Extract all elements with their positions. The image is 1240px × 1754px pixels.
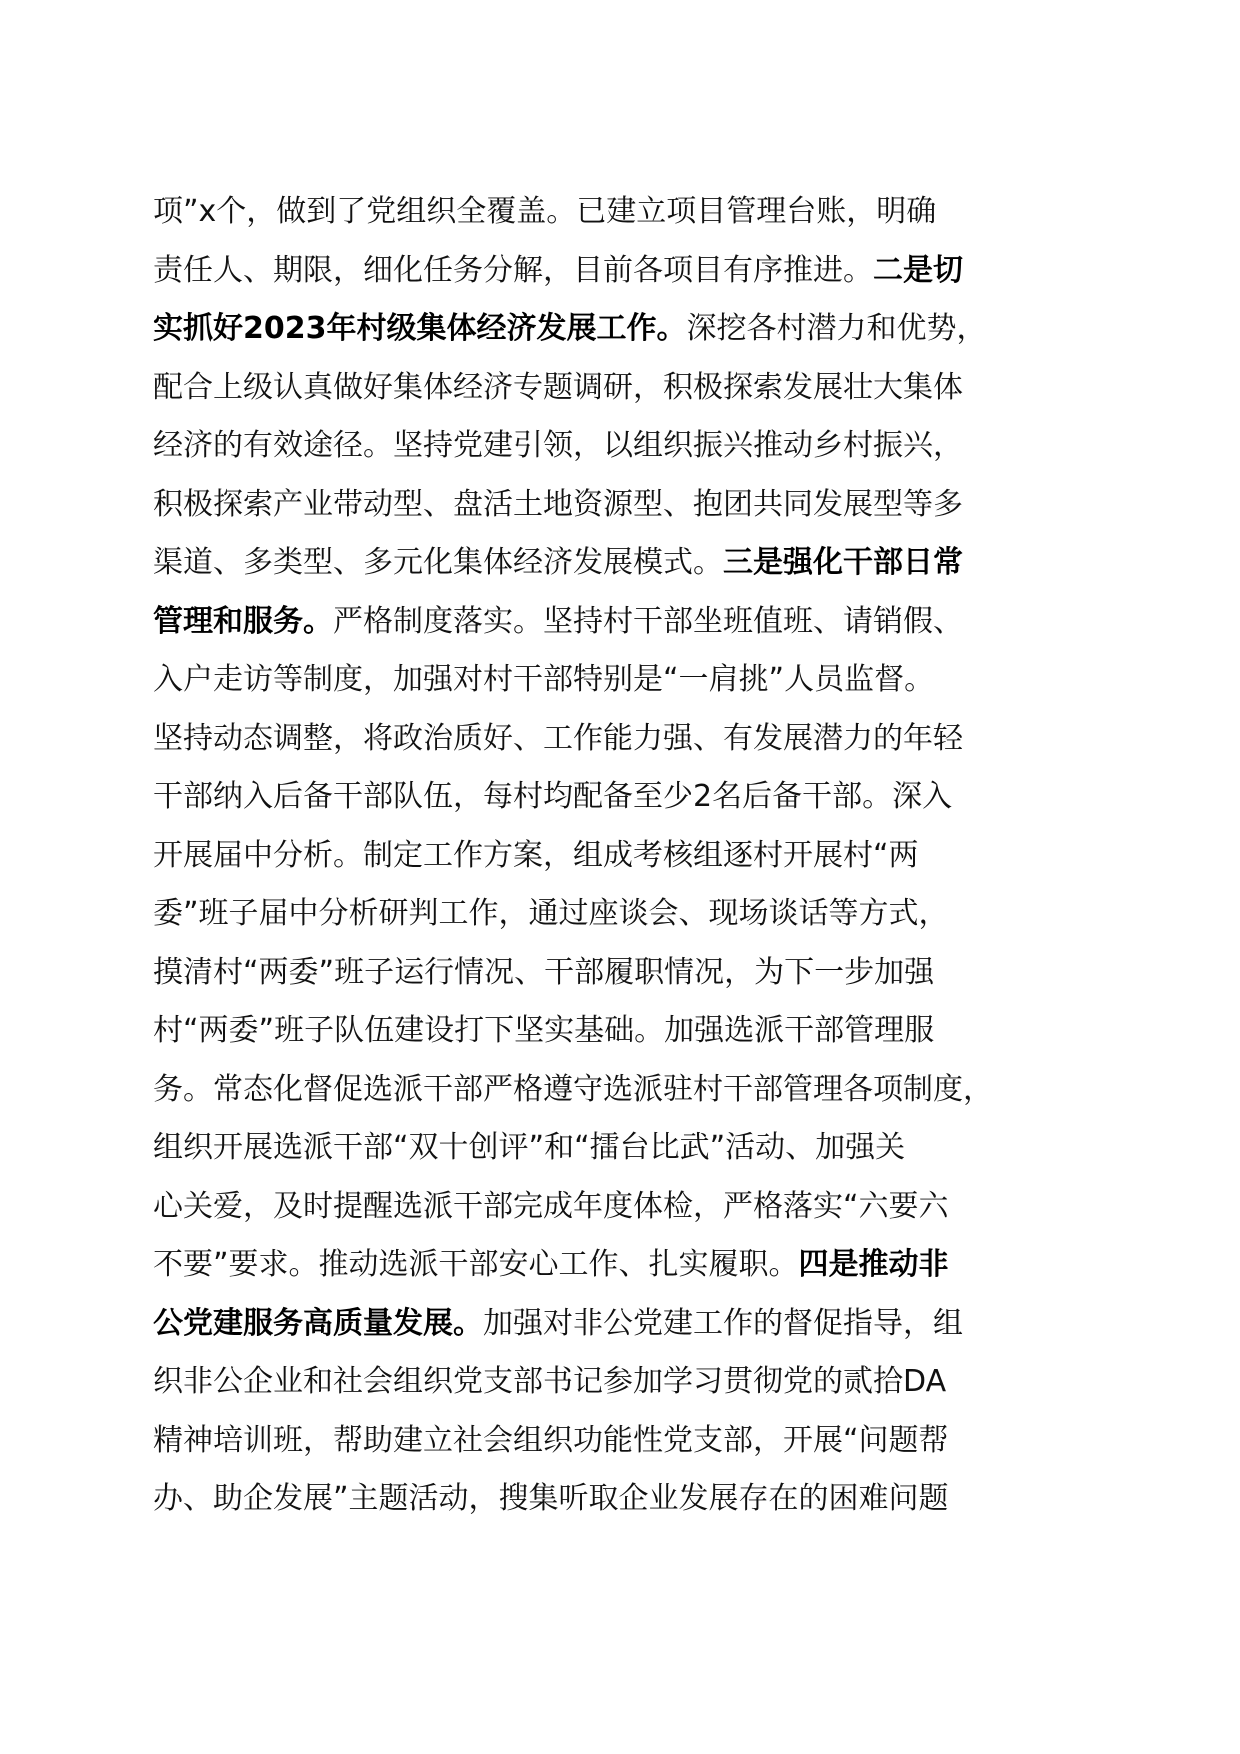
text-line [153,593,1103,652]
text-run: 深挖各村潜力和优势， [686,311,987,346]
bold-heading-run: 三是强化干部日常 [723,545,963,580]
bold-heading-run: 管理和服务。 [153,603,333,639]
text-run: 办、助企发展”主题活动，搜集听取企业发展存在的困难问题 [153,1481,949,1516]
text-run: 不要”要求。推动选派干部安心工作、扎实履职。 [153,1247,799,1282]
text-line [153,300,1103,359]
text-line [153,885,1103,944]
text-run: 心关爱，及时提醒选派干部完成年度体检，严格落实“六要六 [153,1188,949,1224]
text-line [153,1353,1103,1412]
text-line [153,1119,1103,1178]
text-run: 精神培训班，帮助建立社会组织功能性党支部，开展“问题帮 [153,1422,949,1458]
text-line [153,1412,1103,1471]
text-run: 组织开展选派干部“双十创评”和“擂台比武”活动、加强关 [153,1130,906,1165]
text-run: 严格制度落实。坚持村干部坐班值班、请销假、 [333,603,963,639]
bold-heading-run: 公党建服务高质量发展。 [153,1305,483,1341]
text-run: 摸清村“两委”班子运行情况、干部履职情况，为下一步加强 [153,954,935,990]
bold-heading-run: 实抓好2023年村级集体经济发展工作。 [153,311,687,346]
text-run: 积极探索产业带动型、盘活土地资源型、抱团共同发展型等多 [153,486,963,522]
text-line [153,651,1103,710]
text-run: 村“两委”班子队伍建设打下坚实基础。加强选派干部管理服 [153,1013,935,1048]
text-line [153,1470,1103,1529]
bold-heading-run: 四是推动非 [798,1247,949,1282]
text-run: 项”x个，做到了党组织全覆盖。已建立项目管理台账，明确 [153,194,937,229]
text-run: 配合上级认真做好集体经济专题调研，积极探索发展壮大集体 [153,369,963,405]
text-run: 责任人、期限，细化任务分解，目前各项目有序推进。 [153,252,873,288]
text-line [153,1236,1103,1295]
text-line [153,417,1103,476]
text-line [153,827,1103,886]
bold-heading-run: 二是切 [873,252,963,288]
text-run: 渠道、多类型、多元化集体经济发展模式。 [153,545,723,580]
body-paragraph [153,183,1103,1529]
text-line [153,359,1103,418]
text-line [153,1295,1103,1354]
text-run: 入户走访等制度，加强对村干部特别是“一肩挑”人员监督。 [153,662,935,697]
text-run: 委”班子届中分析研判工作，通过座谈会、现场谈话等方式， [153,896,949,931]
text-line [153,534,1103,593]
text-line [153,1061,1103,1120]
text-line [153,183,1103,242]
text-run: 加强对非公党建工作的督促指导，组 [483,1305,963,1341]
text-line [153,242,1103,301]
text-run: 织非公企业和社会组织党支部书记参加学习贯彻党的贰拾DA [153,1364,947,1399]
text-line [153,710,1103,769]
text-run: 干部纳入后备干部队伍，每村均配备至少2名后备干部。深入 [153,779,953,814]
text-line [153,476,1103,535]
text-line [153,1178,1103,1237]
text-run: 开展届中分析。制定工作方案，组成考核组逐村开展村“两 [153,837,919,873]
text-run: 坚持动态调整，将政治质好、工作能力强、有发展潜力的年轻 [153,720,963,756]
text-line [153,768,1103,827]
text-run: 经济的有效途径。坚持党建引领，以组织振兴推动乡村振兴， [153,428,963,463]
text-run: 务。常态化督促选派干部严格遵守选派驻村干部管理各项制度， [153,1071,993,1107]
text-line [153,944,1103,1003]
text-line [153,1002,1103,1061]
